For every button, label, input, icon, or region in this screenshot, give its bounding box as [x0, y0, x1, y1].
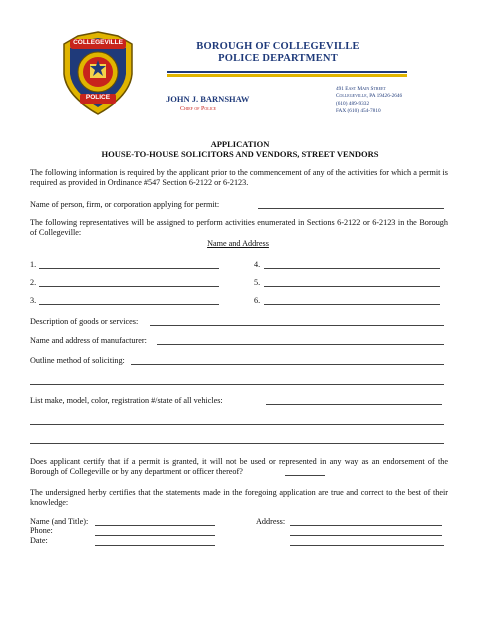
application-subtitle: HOUSE-TO-HOUSE SOLICITORS AND VENDORS, STREET VENDORS — [101, 149, 379, 159]
method-field-line1[interactable] — [131, 364, 444, 365]
rep-3-number: 3. — [30, 296, 37, 305]
goods-field[interactable] — [150, 325, 444, 326]
address-block — [336, 86, 408, 116]
rep-2-number: 2. — [30, 278, 37, 287]
rep-1-field[interactable] — [39, 268, 219, 269]
fax-number: FAX (610) 454-7810 — [336, 108, 381, 115]
endorsement-paragraph: Does applicant certify that if a permit is granted, it will not be used or represented in any way as an endorsement of the Borough of Collegeville or by any department or officer thereof? — [30, 457, 448, 476]
rep-4-number: 4. — [254, 260, 261, 269]
badge-bottom-text: POLICE — [85, 94, 111, 101]
rep-1-number: 1. — [30, 260, 37, 269]
chief-name: JOHN J. BARNSHAW — [166, 94, 250, 104]
method-label: Outline method of soliciting: — [30, 356, 125, 365]
method-field-line2[interactable] — [30, 384, 444, 385]
sig-phone-field[interactable] — [95, 535, 215, 536]
manufacturer-label: Name and address of manufacturer: — [30, 336, 147, 345]
rep-3-field[interactable] — [39, 304, 219, 305]
rep-6-number: 6. — [254, 296, 261, 305]
applicant-name-label: Name of person, firm, or corporation applying for permit: — [30, 200, 220, 209]
goods-label: Description of goods or services: — [30, 317, 139, 326]
sig-address-field-line2[interactable] — [290, 535, 442, 536]
sig-date-label: Date: — [30, 536, 48, 545]
sig-address-field-line3[interactable] — [290, 545, 444, 546]
rep-6-field[interactable] — [264, 304, 440, 305]
sig-name-label: Name (and Title): — [30, 517, 89, 526]
sig-address-field-line1[interactable] — [290, 525, 442, 526]
badge-top-text: COLLEGEVILLE — [73, 39, 123, 46]
vehicles-field-line3[interactable] — [30, 443, 444, 444]
applicant-name-field[interactable] — [258, 208, 444, 209]
org-name-line2: POLICE DEPARTMENT — [218, 53, 338, 64]
vehicles-field-line1[interactable] — [266, 404, 442, 405]
sig-name-field[interactable] — [95, 525, 215, 526]
phone-number: (610) 489-9332 — [336, 100, 370, 107]
endorsement-answer-field[interactable] — [285, 475, 325, 476]
representatives-paragraph: The following representatives will be assigned to perform activities enumerated in Sections 6-2122 or 6-2123 in the Borough of Collegeville: — [30, 218, 448, 237]
vehicles-label: List make, model, color, registration #/state of all vehicles: — [30, 396, 223, 405]
application-title: APPLICATION — [210, 139, 270, 149]
manufacturer-field[interactable] — [157, 344, 444, 345]
org-name-line1: BOROUGH OF COLLEGEVILLE — [196, 41, 360, 52]
sig-phone-label: Phone: — [30, 526, 53, 535]
letterhead — [60, 28, 410, 120]
intro-paragraph: The following information is required by the applicant prior to the commencement of any of the activities for which a permit is required as provided in Ordinance #547 Section 6-2122 or 6-2123. — [30, 168, 448, 187]
rep-5-number: 5. — [254, 278, 261, 287]
vehicles-field-line2[interactable] — [30, 424, 444, 425]
sig-date-field[interactable] — [95, 545, 215, 546]
rep-2-field[interactable] — [39, 286, 219, 287]
header-stripe-navy — [167, 71, 407, 73]
sig-address-label: Address: — [256, 517, 286, 526]
header-stripe-gold — [167, 74, 407, 77]
rep-5-field[interactable] — [264, 286, 440, 287]
certify-paragraph: The undersigned herby certifies that the statements made in the foregoing application are true and correct to the best of their knowledge: — [30, 488, 448, 507]
rep-4-field[interactable] — [264, 268, 440, 269]
chief-title: Chief of Police — [180, 106, 217, 112]
representatives-heading: Name and Address — [207, 239, 269, 248]
address-line2: Collegeville, PA 19426-2646 — [336, 93, 403, 100]
address-line1: 491 East Main Street — [336, 86, 386, 92]
